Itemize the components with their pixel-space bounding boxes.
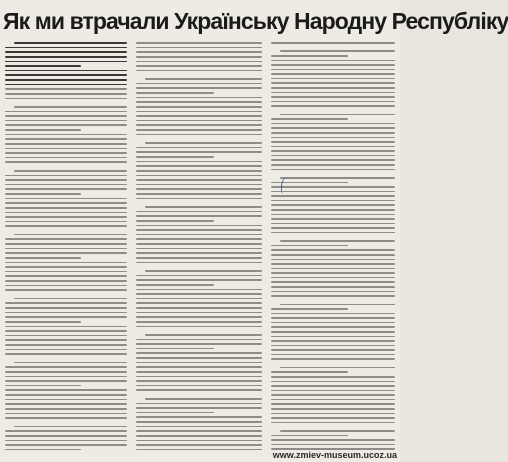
article-headline: Як ми втрачали Українську Народну Республіку [3,8,508,34]
text-line [145,334,262,336]
text-line [5,399,127,401]
text-line [271,137,395,139]
text-line [5,243,127,245]
text-line [5,124,127,126]
text-line [136,307,262,309]
text-line [5,184,127,186]
text-line [136,170,262,172]
text-line [5,61,127,63]
text-line [145,142,262,144]
text-line [271,141,395,143]
text-line [136,211,262,213]
text-line [5,285,127,287]
text-line [5,202,127,204]
text-line [271,308,348,310]
text-line [271,105,395,107]
text-column-2 [136,42,262,450]
text-line [280,367,395,369]
text-line [271,96,395,98]
paragraph-gap [271,47,395,48]
text-line [271,232,395,234]
text-line [136,198,262,200]
text-line [271,60,395,62]
text-line [271,69,395,71]
text-line [136,147,262,149]
text-line [136,70,262,72]
site-url-watermark: www.zmiev-museum.ucoz.ua [270,450,397,461]
paragraph-gap [5,294,127,295]
text-line [271,254,395,256]
text-line [136,275,262,277]
text-line [136,343,262,345]
text-line [136,193,262,195]
text-line [5,385,81,387]
text-line [271,417,395,419]
text-line [5,188,127,190]
paragraph-gap [5,422,127,423]
text-line [136,248,262,250]
text-line [136,225,262,227]
text-line [271,150,395,152]
text-line [5,221,127,223]
text-line [5,257,81,259]
text-line [5,312,127,314]
text-line [271,209,395,211]
text-line [271,204,395,206]
text-line [5,98,127,100]
text-line [136,440,262,442]
text-line [5,88,127,90]
paragraph-gap [5,102,127,103]
text-line [14,362,127,364]
text-line [271,195,395,197]
text-line [136,407,262,409]
text-line [5,376,127,378]
text-line [136,229,262,231]
text-line [14,234,127,236]
text-line [5,380,127,382]
text-line [271,385,395,387]
text-line [136,302,262,304]
text-line [5,111,127,113]
text-line [136,56,262,58]
text-line [271,42,395,44]
text-line [5,179,127,181]
text-line [271,164,395,166]
text-line [5,266,127,268]
text-line [271,64,395,66]
text-line [5,344,127,346]
text-line [136,120,262,122]
text-line [136,326,262,328]
text-line [280,50,395,52]
paragraph-gap [136,202,262,203]
text-line [136,293,262,295]
text-line [136,188,262,190]
text-line [5,330,127,332]
text-line [136,238,262,240]
text-line [136,234,262,236]
text-line [271,354,395,356]
text-line [136,65,262,67]
text-line [5,134,127,136]
text-line [136,42,262,44]
text-line [136,129,262,131]
text-line [136,61,262,63]
text-line [271,281,395,283]
text-line [271,249,395,251]
text-line [5,280,127,282]
text-line [5,430,127,432]
paragraph-gap [5,166,127,167]
text-line [5,120,127,122]
text-line [145,398,262,400]
text-line [5,366,127,368]
text-line [5,252,127,254]
text-line [5,403,127,405]
text-line [271,340,395,342]
text-line [136,220,214,222]
text-line [5,262,127,264]
text-line [271,399,395,401]
text-line [271,413,395,415]
text-line [5,157,127,159]
text-line [136,97,262,99]
text-line [5,275,127,277]
text-line [136,357,262,359]
text-line [136,124,262,126]
paragraph-gap [136,330,262,331]
paragraph-gap [271,110,395,111]
text-line [5,394,127,396]
text-line [136,371,262,373]
text-line [14,106,127,108]
text-line [136,101,262,103]
text-line [136,83,262,85]
text-line [136,47,262,49]
text-line [136,380,262,382]
text-line [271,331,395,333]
text-line [271,214,395,216]
text-line [271,345,395,347]
text-line [136,316,262,318]
text-line [5,289,127,291]
text-line [136,87,262,89]
text-line [145,270,262,272]
text-line [136,151,262,153]
text-line [271,218,395,220]
text-line [5,161,127,163]
text-line [271,381,395,383]
text-line [280,240,395,242]
text-line [5,321,81,323]
text-line [136,243,262,245]
paragraph-gap [271,173,395,174]
text-line [5,148,127,150]
text-line [136,115,262,117]
text-line [5,444,127,446]
text-line [280,114,395,116]
text-line [271,286,395,288]
text-line [271,371,348,373]
text-line [136,262,262,264]
text-line [5,349,127,351]
text-line [136,435,262,437]
text-line [14,170,127,172]
text-line [136,134,262,136]
text-line [271,394,395,396]
text-line [5,56,127,58]
text-line [5,449,81,451]
text-line [271,132,395,134]
text-line [5,65,81,67]
text-line [136,348,214,350]
paragraph-gap [271,363,395,364]
text-line [271,123,395,125]
paragraph-gap [5,358,127,359]
text-line [271,155,395,157]
text-line [5,193,81,195]
text-line [136,412,214,414]
text-line [136,284,214,286]
text-line [271,277,395,279]
text-line [5,435,127,437]
text-line [280,430,395,432]
text-line [5,413,127,415]
text-line [271,349,395,351]
text-line [271,259,395,261]
text-line [136,92,214,94]
paragraph-gap [136,394,262,395]
text-line [145,206,262,208]
paragraph-gap [5,230,127,231]
text-line [271,169,395,171]
text-line [271,408,395,410]
text-line [5,74,127,76]
text-line [5,302,127,304]
text-line [136,352,262,354]
text-line [271,439,395,441]
text-line [5,307,127,309]
text-line [14,42,127,44]
text-line [5,417,127,419]
text-line [271,326,395,328]
paragraph-gap [271,236,395,237]
text-line [136,376,262,378]
text-line [271,101,395,103]
text-line [136,321,262,323]
text-line [271,268,395,270]
paragraph-gap [136,138,262,139]
text-line [5,335,127,337]
text-line [271,245,348,247]
text-line [136,416,262,418]
text-line [136,385,262,387]
text-line [136,156,214,158]
text-line [136,426,262,428]
text-line [136,403,262,405]
text-line [5,115,127,117]
text-line [5,70,127,72]
text-line [136,312,262,314]
text-line [271,336,395,338]
text-line [5,47,127,49]
text-line [5,248,127,250]
text-line [271,422,395,424]
text-line [5,212,127,214]
text-line [5,84,127,86]
text-line [136,215,262,217]
text-line [271,92,395,94]
text-line [271,376,395,378]
text-line [271,322,395,324]
text-line [280,177,395,179]
text-line [136,449,262,451]
text-line [136,289,262,291]
text-line [271,435,348,437]
text-line [271,263,395,265]
text-line [5,353,127,355]
text-line [136,339,262,341]
text-line [5,152,127,154]
text-line [136,165,262,167]
text-line [5,79,127,81]
text-line [271,358,395,360]
text-line [5,389,127,391]
text-line [271,444,395,446]
text-line [5,198,127,200]
text-line [5,271,127,273]
text-line [14,426,127,428]
text-line [271,313,395,315]
text-line [5,93,127,95]
text-line [271,223,395,225]
paragraph-gap [136,266,262,267]
text-line [5,143,127,145]
text-line [271,118,348,120]
text-column-3 [271,42,395,450]
text-line [136,366,262,368]
text-line [271,295,395,297]
text-line [271,390,395,392]
text-line [136,444,262,446]
text-line [271,403,395,405]
text-line [136,421,262,423]
text-line [271,272,395,274]
text-line [5,371,127,373]
text-line [136,279,262,281]
text-line [271,291,395,293]
text-line [136,389,262,391]
text-line [136,257,262,259]
text-line [5,207,127,209]
text-line [271,186,395,188]
text-line [271,191,395,193]
text-line [271,127,395,129]
text-line [271,227,395,229]
paragraph-gap [271,426,395,427]
text-line [136,362,262,364]
text-line [5,225,127,227]
paragraph-gap [136,74,262,75]
text-line [271,78,395,80]
text-line [5,51,127,53]
text-line [136,298,262,300]
text-line [5,440,127,442]
text-line [271,82,395,84]
text-line [5,238,127,240]
paragraph-gap [271,300,395,301]
text-line [271,159,395,161]
text-line [136,51,262,53]
text-line [5,339,127,341]
text-line [5,408,127,410]
text-line [136,175,262,177]
text-line [271,55,348,57]
text-line [5,316,127,318]
text-line [271,146,395,148]
text-line [136,106,262,108]
text-column-1 [5,42,127,450]
text-line [136,252,262,254]
text-line [271,317,395,319]
text-line [136,111,262,113]
text-line [136,184,262,186]
text-line [136,161,262,163]
text-line [5,216,127,218]
text-line [145,78,262,80]
text-line [280,304,395,306]
text-line [5,175,127,177]
text-line [136,430,262,432]
text-line [5,326,127,328]
text-line [271,200,395,202]
text-line [14,298,127,300]
text-line [271,87,395,89]
text-line [5,129,81,131]
text-line [5,138,127,140]
text-line [136,179,262,181]
text-line [271,73,395,75]
